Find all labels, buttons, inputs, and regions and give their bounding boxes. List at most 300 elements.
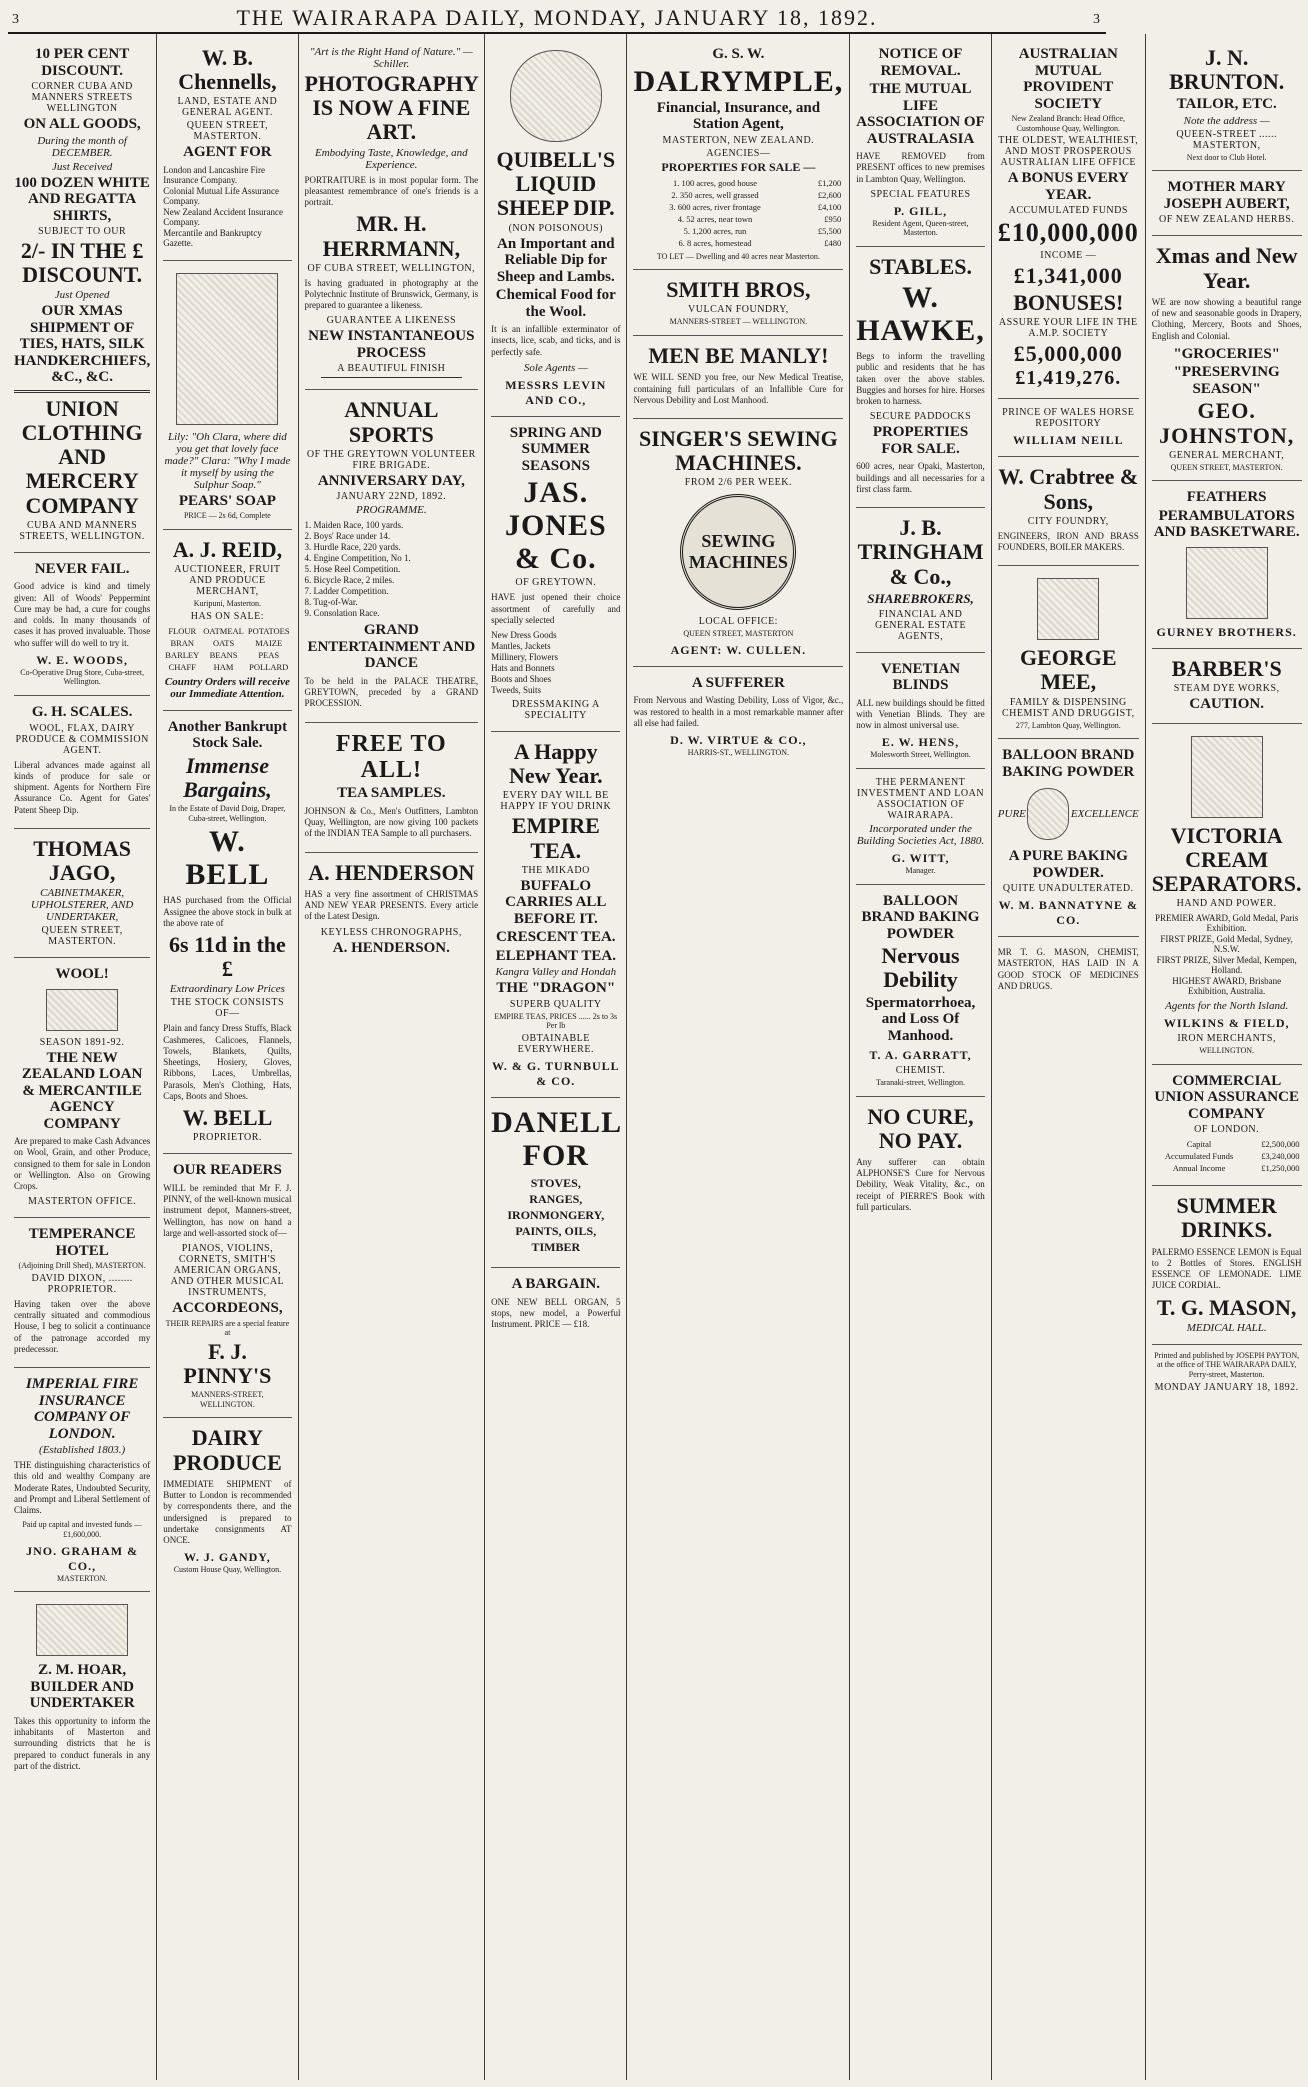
ad-heading: G. S. W. xyxy=(712,46,765,62)
barber-dye-ad xyxy=(1152,649,1302,724)
ad-subtitle: LOCAL OFFICE: xyxy=(698,616,778,628)
sufferer-ad xyxy=(633,667,843,766)
ad-subtitle: (Adjoining Drill Shed), MASTERTON. xyxy=(18,1261,146,1271)
gurney-ad xyxy=(1152,481,1302,649)
ad-body: WE WILL SEND you free, our New Medical Treatise, containing full particulars of an Infallible Cure for Nervous Debility and Lost Manhood. xyxy=(633,372,844,405)
soap-ad xyxy=(163,261,291,530)
ad-body: THE distinguishing characteristics of this old and wealthy Company are Moderate Rates, Undoubted Security, and Prompt and Liberal Settlement of Claims. xyxy=(14,1460,151,1516)
table-cell: 4. 52 acres, near town xyxy=(677,213,753,224)
advertiser-name: WILKINS & FIELD, xyxy=(1163,1016,1290,1031)
ad-text: During the month of DECEMBER. xyxy=(37,134,127,159)
list-item: 4. Engine Competition, No 1. xyxy=(304,553,411,564)
ad-body: Is having graduated in photography at the Polytechnic Institute of Brunswick, Germany, is prepared to guarantee a likeness. xyxy=(304,277,479,311)
ad-heading: NOTICE OF REMOVAL. xyxy=(878,46,963,79)
brunton-tailor-ad xyxy=(1152,38,1302,171)
ad-heading: CAUTION. xyxy=(1189,696,1264,712)
ad-subtitle: PIANOS, VIOLINS, CORNETS, SMITH'S AMERICAN ORGANS, AND OTHER MUSICAL INSTRUMENTS, xyxy=(170,1243,285,1299)
ad-address: MANNERS-STREET — WELLINGTON. xyxy=(669,317,808,327)
ad-subtitle: SPECIAL FEATURES xyxy=(870,188,971,200)
ad-heading: PHOTOGRAPHY IS NOW A FINE ART. xyxy=(304,71,479,145)
ad-heading: VENETIAN BLINDS xyxy=(880,660,961,694)
ad-subtitle: THE OLDEST, WEALTHIEST, AND MOST PROSPEROUS AUSTRALIAN LIFE OFFICE xyxy=(998,135,1139,169)
ad-heading: A BARGAIN. xyxy=(511,1276,600,1292)
ad-text: In the Estate of David Doig, Draper, Cuba-street, Wellington. xyxy=(169,804,286,823)
ad-subtitle: DRESSMAKING A SPECIALITY xyxy=(511,699,600,722)
ad-heading: Spermatorrhoea, and Loss Of Manhood. xyxy=(865,994,976,1044)
column-1 xyxy=(8,34,157,2080)
advertiser-name: MESSRS LEVIN AND CO., xyxy=(505,377,607,407)
ad-body: PORTRAITURE is in most popular form. The pleasantest remembrance of one's friends is a portrait. xyxy=(304,174,479,208)
ad-heading: A Happy New Year. xyxy=(508,739,603,789)
advertiser-name: AGENT: W. CULLEN. xyxy=(670,642,807,657)
ad-heading: DAIRY PRODUCE xyxy=(173,1425,282,1475)
assured-figure: £5,000,000 xyxy=(1013,341,1123,367)
bonus-figure: £1,419,276. xyxy=(1015,367,1122,390)
figure-label: ACCUMULATED FUNDS xyxy=(1008,205,1128,217)
advertiser-name: SMITH BROS, xyxy=(666,277,811,303)
temperance-hotel-ad xyxy=(14,1218,150,1368)
table-cell: £1,200 xyxy=(817,177,842,188)
ad-heading: PROPERTIES FOR SALE — xyxy=(661,159,816,174)
ad-subtitle: OBTAINABLE EVERYWHERE. xyxy=(517,1033,594,1055)
imprint xyxy=(1152,1345,1302,1403)
ad-address: Kuripuni, Masterton. xyxy=(193,599,262,609)
ad-subtitle: PROGRAMME. xyxy=(356,504,427,517)
ad-heading: CRESCENT TEA. xyxy=(496,929,616,946)
list-item: IRONMONGERY, xyxy=(507,1208,605,1222)
jago-ad xyxy=(14,829,150,958)
ad-heading: ANNUAL SPORTS xyxy=(344,397,439,447)
sewing-machines-badge xyxy=(680,494,796,610)
advertiser-name: GEO. JOHNSTON, xyxy=(1159,398,1295,448)
ad-subtitle: Co-Operative Drug Store, Cuba-street, Wellington. xyxy=(20,667,144,687)
table-row xyxy=(633,237,843,249)
ad-heading: An Important and Reliable Dip for Sheep and Lambs. xyxy=(496,235,615,285)
list-item: FIRST PRIZE, Silver Medal, Kempen, Holland. xyxy=(1156,955,1297,976)
organ-bargain-ad xyxy=(491,1268,620,1342)
ad-text: Sole Agents — xyxy=(523,361,588,374)
table-row xyxy=(163,637,291,649)
advertiser-name: J. B. TRINGHAM & Co., xyxy=(857,515,984,589)
list-item: 2. Boys' Race under 14. xyxy=(304,531,391,542)
list-item: New Dress Goods xyxy=(491,630,557,641)
table-row xyxy=(163,649,291,661)
ad-heading: "GROCERIES" xyxy=(1173,345,1280,362)
goods-table xyxy=(163,625,291,673)
ad-body: HAS a very fine assortment of CHRISTMAS AND NEW YEAR PRESENTS. Every article of the Latest Design. xyxy=(304,888,479,922)
ad-heading: A PURE BAKING POWDER. xyxy=(1008,848,1128,881)
empire-tea-ad xyxy=(491,732,620,1098)
ad-body: Are prepared to make Cash Advances on Wool, Grain, and other Produce, consigned to them for sale in London or Wellington. Also on Growing Crops. xyxy=(14,1136,151,1192)
ad-text: THEIR REPAIRS are a special feature at xyxy=(165,1318,290,1338)
ad-subtitle: CABINETMAKER, UPHOLSTERER, AND UNDERTAKER, xyxy=(30,887,134,924)
events-list xyxy=(305,520,479,618)
imprint-date: MONDAY JANUARY 18, 1892. xyxy=(1154,1381,1299,1393)
ad-heading: BALLOON BRAND BAKING POWDER xyxy=(861,892,980,942)
advertiser-name: GEORGE MEE, xyxy=(1019,645,1117,695)
ad-heading: SINGER'S SEWING MACHINES. xyxy=(639,426,838,476)
nz-loan-ad xyxy=(14,958,150,1218)
ad-body: WE are now showing a beautiful range of new and seasonable goods in Drapery, Clothing, Mercery, Boots and Shoes, English and Colonial. xyxy=(1151,296,1302,341)
ad-heading: DANELL FOR xyxy=(491,1106,623,1172)
ad-subtitle: ASSURE YOUR LIFE IN THE A.M.P. SOCIETY xyxy=(998,317,1138,340)
ad-heading: MOTHER MARY JOSEPH AUBERT, xyxy=(1163,179,1290,212)
ad-subtitle: CHEMIST. xyxy=(895,1065,946,1076)
ad-address: 277, Lambton Quay, Wellington. xyxy=(1015,720,1121,730)
ad-subtitle: PRINCE OF WALES HORSE REPOSITORY xyxy=(1002,407,1135,430)
ad-heading: Nervous Debility xyxy=(881,943,960,993)
ad-address: QUEEN-STREET ...... MASTERTON, xyxy=(1176,128,1278,151)
ad-subtitle: OF CUBA STREET, WELLINGTON, xyxy=(307,262,476,274)
ad-text: Manager. xyxy=(905,866,936,876)
badge-text: SEWING MACHINES xyxy=(688,531,788,573)
table-cell: £3,240,000 xyxy=(1261,1151,1300,1162)
ad-subtitle: CITY FOUNDRY, xyxy=(1027,515,1109,527)
table-cell: 3. 600 acres, river frontage xyxy=(669,201,761,212)
ad-address: QUEEN STREET, MASTERTON. xyxy=(1170,462,1283,472)
ad-heading: UNION CLOTHING AND MERCERY COMPANY xyxy=(21,395,143,518)
reid-ad xyxy=(163,530,291,711)
ad-heading: AUSTRALIAN MUTUAL PROVIDENT SOCIETY xyxy=(1018,46,1118,112)
ad-body: ENGINEERS, IRON AND BRASS FOUNDERS, BOILER MAKERS. xyxy=(997,530,1139,552)
hawke-stables-ad xyxy=(856,247,985,508)
list-item: TIMBER xyxy=(531,1240,581,1254)
proprietor: DAVID DIXON, ........ PROPRIETOR. xyxy=(31,1272,133,1295)
ad-heading: A BONUS EVERY YEAR. xyxy=(1007,170,1129,203)
advertiser-name: W. BELL xyxy=(182,1105,273,1131)
table-cell: £5,500 xyxy=(817,225,842,236)
ad-body: IMMEDIATE SHIPMENT of Butter to London is recommended by correspondents there, and the undersigned is prepared to undertake consignments AT ONCE. xyxy=(163,1478,292,1545)
ad-address: QUEEN STREET, MASTERTON. xyxy=(186,120,269,143)
jas-jones-ad xyxy=(491,417,620,732)
ad-body: 600 acres, near Opaki, Masterton, buildings and all necessaries for a first class farm. xyxy=(856,461,985,494)
manly-ad xyxy=(633,336,843,419)
table-cell: BRAN xyxy=(170,637,195,648)
balloon-powder-ad xyxy=(998,739,1139,937)
table-cell: OATMEAL xyxy=(203,625,244,636)
ad-subtitle: OF NEW ZEALAND HERBS. xyxy=(1159,214,1295,226)
ad-heading: Xmas and New Year. xyxy=(1155,243,1298,293)
ad-body: WILL be reminded that Mr F. J. PINNY, of the well-known musical instrument depot, Manners-street, Wellington, has now on hand a large and well-assorted stock of— xyxy=(163,1182,292,1238)
ad-heading: VICTORIA CREAM SEPARATORS. xyxy=(1151,822,1302,896)
ad-heading: ELEPHANT TEA. xyxy=(495,947,616,964)
table-row xyxy=(633,189,843,201)
ad-subtitle: GUARANTEE A LIKENESS xyxy=(326,315,457,327)
ad-subtitle: OF THE GREYTOWN VOLUNTEER FIRE BRIGADE. xyxy=(306,448,476,471)
ad-address: QUEEN STREET, MASTERTON. xyxy=(41,925,123,948)
permanent-investment-ad xyxy=(856,769,985,885)
advertiser-name: D. W. VIRTUE & CO., xyxy=(670,733,807,748)
ad-heading: ON ALL GOODS, xyxy=(23,116,141,132)
xmas-ad xyxy=(1152,236,1302,481)
ad-heading: IMPERIAL FIRE INSURANCE COMPANY OF LONDON. xyxy=(25,1376,139,1442)
divider xyxy=(321,377,463,378)
price-heading: 6s 11d in the £ xyxy=(169,932,286,982)
ad-heading: WOOL! xyxy=(55,966,109,983)
figure-label: INCOME — xyxy=(1040,250,1097,262)
list-item: Boots and Shoes xyxy=(491,674,552,685)
capital-table xyxy=(1152,1138,1302,1174)
sheep-illustration xyxy=(510,50,602,142)
ad-subtitle: THE STOCK CONSISTS OF— xyxy=(170,997,285,1020)
ad-heading: A. J. REID, xyxy=(172,536,283,562)
ad-text: Kangra Valley and Hondah xyxy=(495,966,617,979)
column-4 xyxy=(485,34,627,2080)
advertiser-name: T. G. MASON, xyxy=(1156,1294,1297,1320)
ad-subtitle: (Established 1803.) xyxy=(39,1444,126,1457)
ad-heading: 100 DOZEN WHITE AND REGATTA SHIRTS, xyxy=(14,174,150,224)
table-row xyxy=(163,625,291,637)
table-cell: HAM xyxy=(213,661,234,672)
ad-text: TO LET — Dwelling and 40 acres near Masterton. xyxy=(656,251,820,261)
ad-heading: QUIBELL'S LIQUID SHEEP DIP. xyxy=(496,147,616,221)
table-cell: Capital xyxy=(1186,1139,1212,1150)
ad-text: PURE xyxy=(997,808,1026,821)
ad-body: Plain and fancy Dress Stuffs, Black Cashmeres, Calicoes, Flannels, Towels, Blankets, Quilts, Sheetings, Hosiery, Gloves, Ribbons, Laces, Umbrellas, Parasols, Men's Clothing, Hats, Caps, Boots and Shoes. xyxy=(163,1023,292,1101)
herrmann-photography-ad xyxy=(305,38,479,390)
wool-bale-illustration xyxy=(46,989,118,1031)
crest-illustration xyxy=(1037,578,1099,640)
ad-heading: MEN BE MANLY! xyxy=(648,343,829,369)
advertiser-name: W. Crabtree & Sons, xyxy=(998,464,1139,514)
advertiser-name: W. E. WOODS, xyxy=(36,652,128,667)
ad-heading: FEATHERS xyxy=(1186,489,1267,506)
dalrymple-ad xyxy=(633,38,843,270)
ladies-illustration xyxy=(176,273,278,425)
advertiser-name: W. & G. TURNBULL & CO. xyxy=(491,1059,620,1088)
commercial-union-ad xyxy=(1152,1065,1302,1187)
column-3 xyxy=(299,34,486,2080)
list-item: FIRST PRIZE, Gold Medal, Sydney, N.S.W. xyxy=(1160,934,1293,955)
list-item: 9. Consolation Race. xyxy=(304,608,380,619)
ad-subtitle: SUPERB QUALITY xyxy=(509,998,602,1010)
advertiser-name: MR. H. HERRMANN, xyxy=(322,211,461,261)
list-item: RANGES, xyxy=(529,1192,583,1206)
ad-text: Extraordinary Low Prices xyxy=(169,983,285,996)
ad-heading: PROPERTIES FOR SALE. xyxy=(872,424,969,457)
ad-heading: A SUFFERER xyxy=(691,674,785,691)
ad-subtitle: CUBA AND MANNERS STREETS, WELLINGTON. xyxy=(19,519,145,542)
awards-list xyxy=(1152,913,1302,996)
advertiser-name: GURNEY BROTHERS. xyxy=(1156,624,1297,639)
no-cure-ad xyxy=(856,1097,985,1226)
accumulated-funds-figure: £10,000,000 xyxy=(997,218,1139,248)
ad-text: Note the address — xyxy=(1183,114,1270,127)
advertiser-name: E. W. HENS, xyxy=(881,735,960,750)
ad-heading: OUR READERS xyxy=(173,1162,282,1179)
ad-address: Taranaki-street, Wellington. xyxy=(875,1078,966,1087)
ad-subtitle: LAND, ESTATE AND GENERAL AGENT. xyxy=(177,96,278,119)
list-item: 1. Maiden Race, 100 yards. xyxy=(304,520,404,531)
ad-subtitle: CORNER CUBA AND MANNERS STREETS WELLINGTON xyxy=(31,81,133,114)
ad-body: HAVE just opened their choice assortment of carefully and specially selected xyxy=(491,592,621,625)
table-cell: 2. 350 acres, well grassed xyxy=(671,189,759,200)
advertiser-name: W. M. BANNATYNE & CO. xyxy=(998,898,1138,928)
advertiser-name: P. GILL, xyxy=(893,203,948,218)
ad-subtitle: GENERAL MERCHANT, xyxy=(1169,449,1285,461)
price-text: PRICE — 2s 6d, Complete xyxy=(183,511,271,521)
ad-body: Any sufferer can obtain ALPHONSE'S Cure for Nervous Debility, Weak Vitality, &c., on receipt of PIERRE'S Book with full particulars. xyxy=(856,1156,985,1212)
ad-heading: W. B. Chennells, xyxy=(178,45,277,95)
danell-items xyxy=(491,1176,620,1255)
table-cell: £1,250,000 xyxy=(1261,1163,1300,1174)
table-row xyxy=(633,213,843,225)
ad-subtitle: HAND AND POWER. xyxy=(1176,898,1277,910)
horse-repository-ad xyxy=(998,399,1139,457)
singer-sewing-ad xyxy=(633,419,843,667)
ad-subtitle: OF GREYTOWN. xyxy=(515,577,597,589)
list-item: Mantles, Jackets xyxy=(491,641,551,652)
list-item: 7. Ladder Competition. xyxy=(304,586,389,597)
table-cell: 5. 1,200 acres, run xyxy=(683,225,747,236)
ad-subtitle: OF LONDON. xyxy=(1194,1124,1260,1136)
ad-heading: SPRING AND SUMMER SEASONS xyxy=(509,424,602,474)
imprint-text: Printed and published by JOSEPH PAYTON, at the office of THE WAIRARAPA DAILY, Perry-street, Masterton. xyxy=(1154,1350,1300,1379)
column-2 xyxy=(157,34,298,2080)
ad-heading: 2/- IN THE £ DISCOUNT. xyxy=(20,238,144,288)
ad-heading: THE PERMANENT INVESTMENT AND LOAN ASSOCIATION OF WAIRARAPA. xyxy=(856,777,985,822)
ad-subtitle: STEAM DYE WORKS, xyxy=(1173,683,1280,694)
ad-heading: THOMAS JAGO, xyxy=(33,835,132,885)
advertiser-name: JNO. GRAHAM & CO., xyxy=(26,1543,139,1573)
ad-subtitle: A BEAUTIFUL FINISH xyxy=(337,363,446,375)
list-item: 6. Bicycle Race, 2 miles. xyxy=(304,575,395,586)
ad-subtitle: HAS ON SALE: xyxy=(190,610,265,622)
agency-list xyxy=(163,165,291,248)
page-number-right: 3 xyxy=(1093,12,1102,27)
ad-address: MASTERTON. xyxy=(57,1573,108,1583)
ad-heading: BALLOON BRAND BAKING POWDER xyxy=(1002,747,1135,780)
ad-heading: Immense Bargains, xyxy=(183,752,272,802)
ad-heading: STABLES. xyxy=(869,253,972,279)
separator-illustration xyxy=(1191,736,1263,818)
ad-body: JOHNSON & Co., Men's Outfitters, Lambton Quay, Wellington, are now giving 100 packets of the INDIAN TEA Sample to all purchasers. xyxy=(304,805,479,839)
advertiser-name: J. N. BRUNTON. xyxy=(1169,45,1285,95)
table-row xyxy=(1152,1138,1302,1150)
ad-heading: SUMMER DRINKS. xyxy=(1176,1193,1277,1243)
advertiser-name: JAS. JONES & Co. xyxy=(504,476,607,576)
ad-heading: THE NEW ZEALAND LOAN & MERCANTILE AGENCY COMPANY xyxy=(21,1049,143,1132)
list-item: Hats and Bonnets xyxy=(491,663,555,674)
woods-ad xyxy=(14,553,150,696)
victoria-separators-ad xyxy=(1152,724,1302,1065)
hoar-ad xyxy=(14,1592,150,1784)
ad-subtitle: AGENCIES— xyxy=(706,147,771,159)
ad-address: MANNERS-STREET, WELLINGTON. xyxy=(191,1390,264,1409)
ad-body: ALL new buildings should be fitted with Venetian Blinds. They are now in almost universal use. xyxy=(856,697,985,731)
list-item: 8. Tug-of-War. xyxy=(304,597,358,608)
ad-body: Liberal advances made against all kinds of produce for sale or shipment. Agents for Northern Fire Assurance Co. Agent for Gates' Patent Sheep Dip. xyxy=(14,759,151,815)
list-item: Colonial Mutual Life Assurance Company. xyxy=(163,185,279,206)
newspaper-title: THE WAIRARAPA DAILY, MONDAY, JANUARY 18, 1892. xyxy=(236,5,878,30)
ad-text: Just Received xyxy=(52,160,113,173)
ad-subtitle: SECURE PADDOCKS xyxy=(869,411,972,423)
column-5 xyxy=(627,34,850,2080)
ad-heading: ANNIVERSARY DAY, xyxy=(317,472,465,489)
list-item: 3. Hurdle Race, 220 yards. xyxy=(304,542,401,553)
table-cell: Annual Income xyxy=(1172,1163,1226,1174)
scales-ad xyxy=(14,696,150,829)
list-item: Mercantile and Bankruptcy Gazette. xyxy=(163,227,262,248)
list-item: Millinery, Flowers xyxy=(491,652,559,663)
quote-text: "Art is the Right Hand of Nature." — Schiller. xyxy=(309,46,473,70)
table-cell: Accumulated Funds xyxy=(1164,1151,1234,1162)
table-cell: 6. 8 acres, homestead xyxy=(678,237,752,248)
list-item: Tweeds, Suits xyxy=(491,685,541,696)
table-cell: MAIZE xyxy=(255,637,283,648)
venetian-blinds-ad xyxy=(856,653,985,769)
ad-heading: THE MUTUAL LIFE ASSOCIATION OF AUSTRALASIA xyxy=(856,81,985,147)
ad-subtitle: Financial, Insurance, and Station Agent, xyxy=(656,99,821,132)
ad-heading: Chemical Food for the Wool. xyxy=(495,287,616,320)
ad-heading: Z. M. HOAR, BUILDER AND UNDERTAKER xyxy=(29,1662,135,1712)
tringham-ad xyxy=(856,508,985,653)
dairy-ad xyxy=(163,1418,291,1582)
table-cell: £480 xyxy=(824,237,842,248)
ad-subtitle: MASTERTON OFFICE. xyxy=(27,1196,137,1208)
ad-body: To be held in the PALACE THEATRE, GREYTOWN, preceded by a GRAND PROCESSION. xyxy=(304,675,479,709)
advertiser-name: T. A. GARRATT, xyxy=(869,1048,972,1062)
mee-chemist-ad xyxy=(998,566,1139,739)
balloon-illustration xyxy=(1027,788,1069,840)
ad-address: MASTERTON, NEW ZEALAND. xyxy=(662,134,815,146)
list-item: PAINTS, OILS, xyxy=(515,1224,597,1238)
table-cell: £4,100 xyxy=(817,201,842,212)
balloon-row xyxy=(998,782,1139,846)
ad-text: EXCELLENCE xyxy=(1070,808,1139,821)
ad-subtitle: (NON POISONOUS) xyxy=(508,222,604,234)
list-item: London and Lancashire Fire Insurance Company. xyxy=(163,164,265,185)
ad-subtitle: EVERY DAY WILL BE HAPPY IF YOU DRINK xyxy=(500,790,612,813)
ad-subtitle: VULCAN FOUNDRY, xyxy=(688,304,789,316)
garratt-ad xyxy=(856,885,985,1097)
table-row xyxy=(1152,1162,1302,1174)
table-cell: POLLARD xyxy=(249,661,289,672)
column-8 xyxy=(1146,34,1308,2080)
ad-heading: BUFFALO CARRIES ALL BEFORE IT. xyxy=(505,877,607,927)
table-cell: PEAS xyxy=(258,649,280,660)
ad-heading: NEVER FAIL. xyxy=(34,560,130,577)
ad-heading: COMMERCIAL UNION ASSURANCE COMPANY xyxy=(1154,1072,1299,1122)
ad-heading: ACCORDEONS, xyxy=(172,1300,283,1317)
ad-text: Embodying Taste, Knowledge, and Experience. xyxy=(314,146,468,171)
ad-body: HAVE REMOVED from PRESENT offices to new premises in Lambton Quay, Wellington. xyxy=(856,151,985,184)
ad-text: Paid up capital and invested funds — £1,600,000. xyxy=(22,1520,142,1540)
ad-body: Begs to inform the travelling public and residents that he has taken over the above stables. Buggies and horses for hire. Horses broken to harness. xyxy=(856,351,985,407)
ad-subtitle: TAILOR, ETC. xyxy=(1176,96,1277,113)
income-figure: £1,341,000 xyxy=(1013,263,1123,289)
table-cell: 1. 100 acres, good house xyxy=(672,177,758,188)
ad-heading: TEMPERANCE HOTEL xyxy=(28,1226,136,1259)
list-item: PREMIER AWARD, Gold Medal, Paris Exhibition. xyxy=(1155,913,1299,934)
list-item: New Zealand Accident Insurance Company. xyxy=(163,206,283,227)
ad-subtitle: SHAREBROKERS, xyxy=(867,590,974,606)
ad-subtitle: New Zealand Branch: Head Office, Customhouse Quay, Wellington. xyxy=(1011,114,1125,133)
list-item: 5. Hose Reel Competition. xyxy=(304,564,401,575)
advertiser-name: W. BELL xyxy=(185,825,270,892)
table-row xyxy=(163,661,291,673)
mason-notice-ad xyxy=(998,937,1139,1004)
crabtree-ad xyxy=(998,457,1139,566)
table-cell: BARLEY xyxy=(165,649,200,660)
ad-subtitle: MEDICAL HALL. xyxy=(1186,1321,1267,1334)
ad-heading: AGENT FOR xyxy=(183,144,272,161)
advertiser-name: W. HAWKE, xyxy=(856,281,985,348)
ad-address: Molesworth Street, Wellington. xyxy=(870,750,971,760)
ad-subtitle: KEYLESS CHRONOGRAPHS, xyxy=(320,926,462,938)
discount-heading: 10 PER CENT DISCOUNT. xyxy=(35,46,130,79)
tea-samples-ad xyxy=(305,723,479,853)
